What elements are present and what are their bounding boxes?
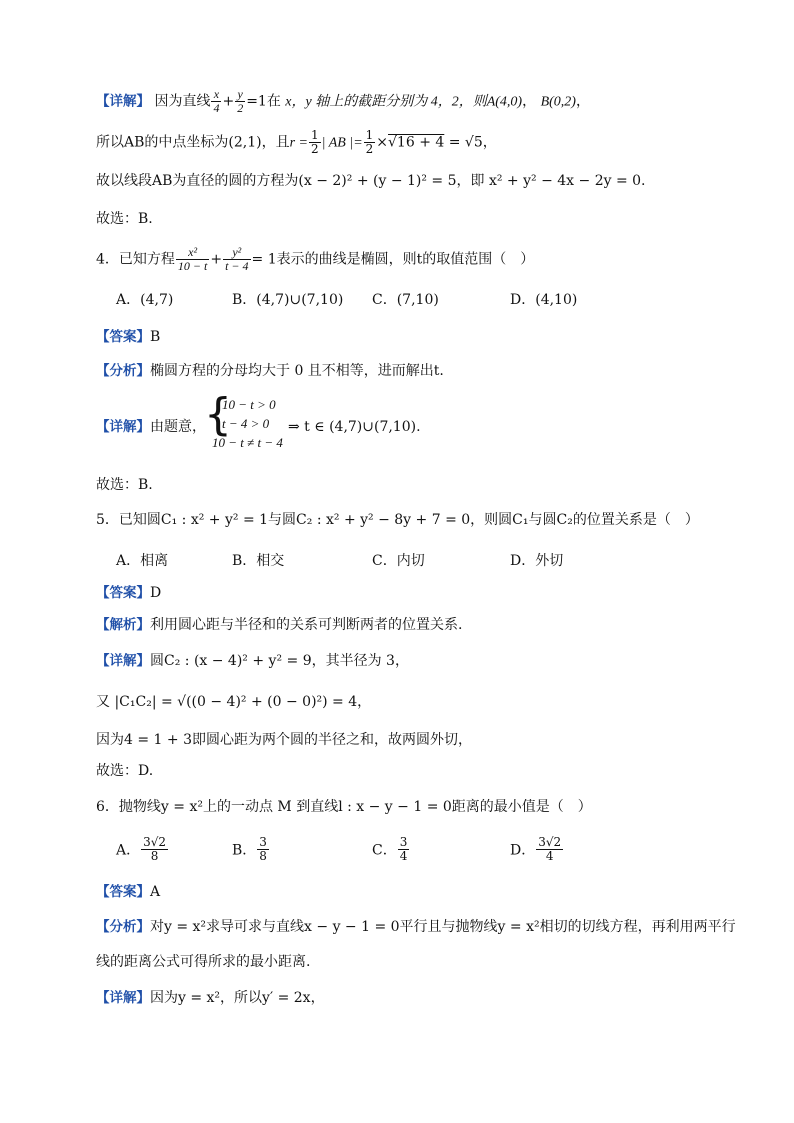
q4-option-a: A．(4,7)	[116, 292, 174, 308]
q4-detail-label: 【详解】由题意，	[96, 419, 206, 435]
q4-detail-text: 由题意，	[150, 419, 206, 435]
plus-sign: +	[210, 251, 223, 268]
q4-ineq-1: 10 − t > 0	[222, 397, 276, 412]
q6-option-b: B． $\frac{3}{8}$	[232, 835, 267, 863]
q5-detail: 【详解】圆C₂ : (x − 4)² + y² = 9，其半径为 3，	[96, 653, 409, 669]
q3-choice: 故选：B.	[96, 211, 153, 227]
q6-detail: 【详解】因为y = x²，所以y′ = 2x，	[96, 990, 325, 1006]
q4-number: 4．已知方程	[96, 251, 175, 268]
q4-option-d: D．(4,10)	[510, 292, 578, 308]
q5-detail-line3: 因为4 = 1 + 3即圆心距为两个圆的半径之和，故两圆外切，	[96, 732, 472, 748]
q4-frac-2: $\frac{\text{y²}}{t - 4}$	[225, 245, 249, 273]
q4-option-b: B．(4,7)∪(7,10)	[232, 292, 344, 308]
comma: ，	[522, 93, 537, 110]
sqrt-expression: √16 + 4	[388, 134, 445, 151]
q6-analysis: 【分析】对y = x²求导可求与直线x − y − 1 = 0平行且与抛物线y = x²相切的切线方程，再利用两平行	[96, 919, 736, 935]
q4-frac-1: $\frac{\text{x²}}{10 - t}$	[177, 245, 208, 273]
q3-frac-y: $\frac{y}{2}$	[237, 87, 244, 115]
q4-answer: 【答案】B	[96, 329, 161, 345]
half-fraction-2: $\frac{1}{2}$	[365, 128, 374, 156]
q6-frac-a: $\frac{3√2}{8}$	[143, 835, 167, 863]
q6-frac-d: $\frac{3√2}{4}$	[538, 835, 562, 863]
q4-ineq-3: 10 − t ≠ t − 4	[212, 435, 283, 450]
comma: ，	[575, 93, 590, 110]
q4-stem	[96, 246, 534, 273]
q4-choice: 故选：B.	[96, 477, 153, 493]
q5-option-d: D．外切	[510, 553, 564, 569]
ab-length: | AB |=	[321, 135, 363, 151]
q4-answer-value: B	[150, 329, 161, 345]
point-b: B(0,2)	[540, 94, 576, 110]
q3-radius-result: = √5，	[448, 134, 497, 151]
q6-frac-c: $\frac{3}{4}$	[399, 835, 408, 863]
q6-analysis-text: 对y = x²求导可求与直线x − y − 1 = 0平行且与抛物线y = x²相切的切线方程，再利用两平行	[150, 919, 736, 935]
q5-explanation-text: 利用圆心距与半径和的关系可判断两者的位置关系.	[150, 617, 463, 633]
q5-detail-line2: 又 |C₁C₂| = √((0 − 4)² + (0 − 0)²) = 4，	[96, 694, 372, 710]
q6-option-a: A． $\frac{3√2}{8}$	[116, 835, 167, 863]
q6-answer-value: A	[150, 884, 161, 900]
q5-option-c: C．内切	[372, 553, 425, 569]
q5-choice: 故选：D.	[96, 763, 154, 779]
q5-answer: 【答案】D	[96, 585, 162, 601]
times-sign: ×	[376, 134, 389, 151]
q4-ineq-2: t − 4 > 0	[222, 416, 270, 431]
q4-option-c: C．(7,10)	[372, 292, 439, 308]
detail-tag: 【详解】	[96, 93, 150, 110]
q5-option-a: A．相离	[116, 553, 169, 569]
point-a: A(4,0)	[486, 94, 523, 110]
q3-eq: =1在	[246, 93, 281, 110]
q4-analysis: 【分析】椭圆方程的分母均大于 0 且不相等，进而解出t.	[96, 363, 444, 379]
q6-option-d: D． $\frac{3√2}{4}$	[510, 835, 562, 863]
q5-stem: 5．已知圆C₁ : x² + y² = 1与圆C₂ : x² + y² − 8y + 7 = 0，则圆C₁与圆C₂的位置关系是（ ）	[96, 512, 699, 528]
q6-detail-text: 因为y = x²，所以y′ = 2x，	[150, 990, 325, 1006]
q4-stem-tail: = 1表示的曲线是椭圆，则t的取值范围（ ）	[251, 251, 535, 268]
q3-detail-line2	[96, 129, 497, 156]
q3-frac-x: $\frac{x}{4}$	[213, 87, 220, 115]
q5-answer-value: D	[150, 585, 162, 601]
q5-option-b: B．相交	[232, 553, 285, 569]
q4-analysis-text: 椭圆方程的分母均大于 0 且不相等，进而解出t.	[150, 363, 444, 379]
q6-analysis-line2: 线的距离公式可得所求的最小距离.	[96, 954, 311, 970]
q6-answer: 【答案】A	[96, 884, 161, 900]
q6-stem: 6．抛物线y = x²上的一动点 M 到直线l : x − y − 1 = 0距离的最小值是（ ）	[96, 799, 592, 815]
half-fraction: $\frac{1}{2}$	[311, 128, 319, 156]
q3-text: 因为直线	[154, 93, 211, 110]
q5-detail-text: 圆C₂ : (x − 4)² + y² = 9，其半径为 3，	[150, 653, 409, 669]
plus-sign: +	[222, 93, 235, 110]
q3-intercepts: x，y 轴上的截距分别为 4，2，则	[285, 94, 487, 110]
q3-detail-line1	[96, 88, 590, 115]
q4-system	[212, 395, 283, 452]
q5-explanation: 【解析】利用圆心距与半径和的关系可判断两者的位置关系.	[96, 617, 463, 633]
q3-detail-line3: 故以线段AB为直径的圆的方程为(x − 2)² + (y − 1)² = 5，即 x² + y² − 4x − 2y = 0.	[96, 173, 646, 189]
q4-detail-result: ⇒ t ∈ (4,7)∪(7,10).	[288, 419, 421, 435]
q3-midpoint-text: 所以AB的中点坐标为(2,1)，且	[96, 134, 290, 151]
radius-symbol: r =	[289, 135, 308, 151]
q6-frac-b: $\frac{3}{8}$	[259, 835, 267, 863]
left-brace-icon: {	[204, 389, 232, 440]
q6-option-c: C． $\frac{3}{4}$	[372, 835, 408, 863]
